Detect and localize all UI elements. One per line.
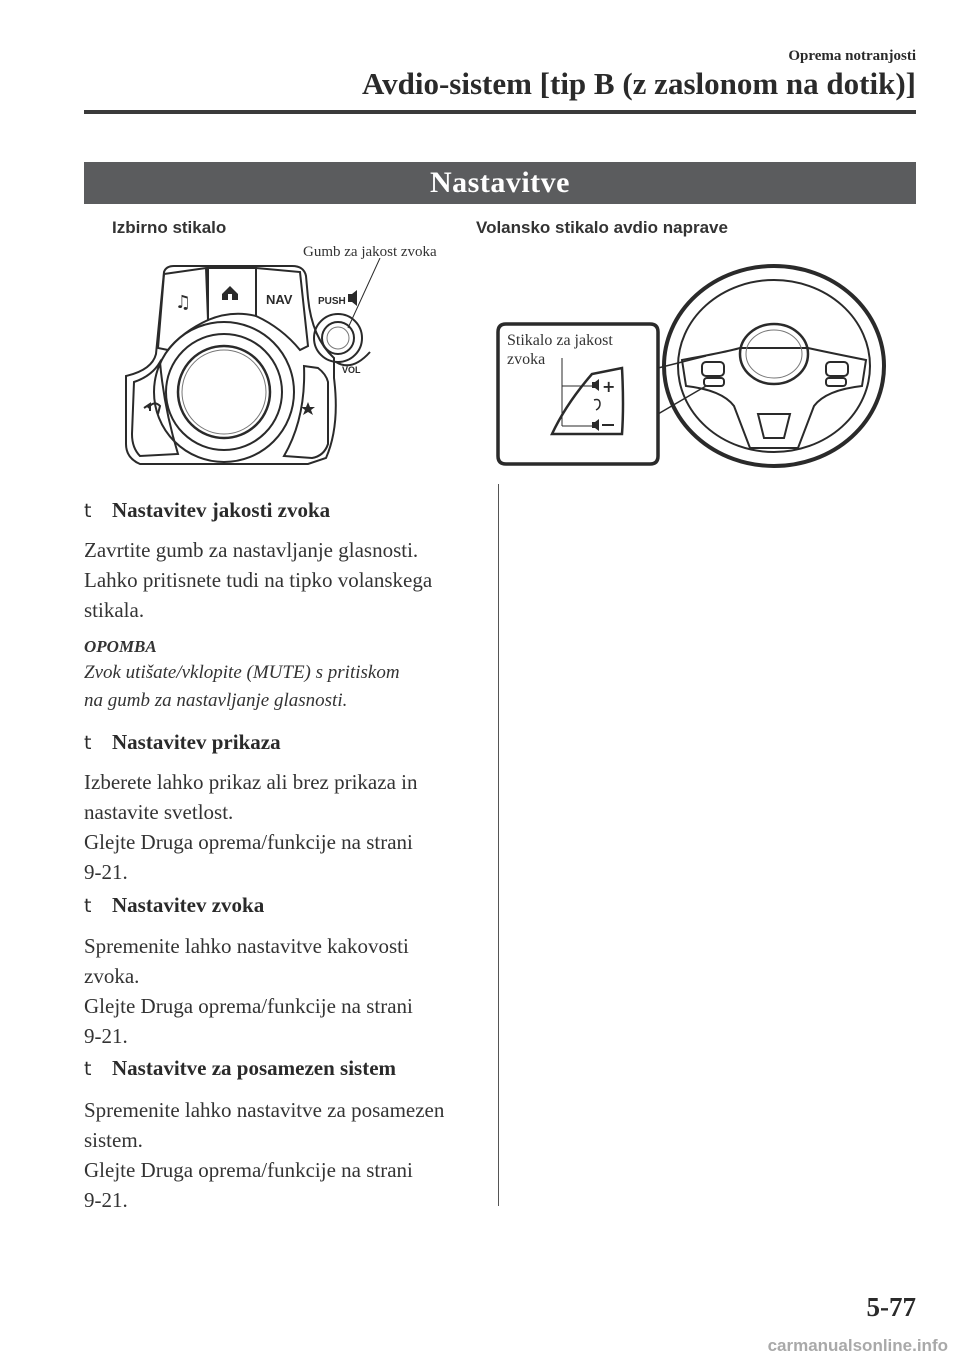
text-line: zvoka. bbox=[84, 964, 140, 988]
volume-switch-label-line1: Stikalo za jakost bbox=[507, 332, 613, 349]
knob-push-label: PUSH bbox=[318, 296, 346, 307]
note-title: OPOMBA bbox=[84, 637, 157, 656]
heading-marker: t bbox=[84, 500, 92, 522]
watermark-text[interactable]: carmanualsonline.info bbox=[767, 1336, 948, 1355]
header-section-name: Oprema notranjosti bbox=[788, 48, 916, 64]
heading-marker: t bbox=[84, 895, 92, 917]
heading-display-adjustment bbox=[84, 730, 281, 755]
text-line: nastavite svetlost. bbox=[84, 800, 234, 824]
volume-plus-icon: + bbox=[602, 377, 616, 396]
paragraph-system-settings bbox=[84, 1095, 484, 1215]
heading-marker: t bbox=[84, 732, 92, 754]
volume-down-speaker-icon bbox=[592, 419, 599, 431]
text-line: 9-21. bbox=[84, 1188, 128, 1212]
text-line: 9-21. bbox=[84, 860, 128, 884]
text-line: Lahko pritisnete tudi na tipko volanskega bbox=[84, 568, 433, 592]
text-line: 9-21. bbox=[84, 1024, 128, 1048]
header-rule bbox=[84, 110, 916, 114]
knob-vol-label: VOL bbox=[342, 365, 361, 375]
section-title-bar: Nastavitve bbox=[84, 162, 916, 204]
heading-text: Nastavitev prikaza bbox=[112, 730, 281, 754]
column-divider bbox=[498, 484, 499, 1206]
volume-minus-icon bbox=[602, 424, 614, 426]
commander-controller-illustration bbox=[112, 258, 482, 474]
nav-button-label: NAV bbox=[266, 292, 293, 307]
paragraph-sound-adjustment bbox=[84, 931, 484, 1051]
note-line: Zvok utišate/vklopite (MUTE) s pritiskom bbox=[84, 662, 400, 683]
volume-switch-label-line2: zvoka bbox=[507, 351, 546, 368]
heading-text: Nastavitev zvoka bbox=[112, 893, 265, 917]
page-header-title: Avdio-sistem [tip B (z zaslonom na dotik)] bbox=[362, 66, 916, 101]
heading-text: Nastavitev jakosti zvoka bbox=[112, 498, 331, 522]
back-arrow-icon bbox=[144, 403, 160, 414]
heading-marker: t bbox=[84, 1058, 92, 1080]
voice-recognition-icon bbox=[594, 400, 600, 411]
text-line: Spremenite lahko nastavitve za posamezen bbox=[84, 1098, 445, 1122]
favorite-star-icon bbox=[301, 402, 315, 415]
paragraph-volume-adjustment bbox=[84, 535, 484, 625]
text-line: Spremenite lahko nastavitve kakovosti bbox=[84, 934, 409, 958]
heading-volume-adjustment bbox=[84, 498, 330, 523]
mute-speaker-icon bbox=[348, 290, 357, 306]
text-line: Glejte Druga oprema/funkcije na strani bbox=[84, 994, 413, 1018]
text-line: Izberete lahko prikaz ali brez prikaza in bbox=[84, 770, 418, 794]
volume-knob-drawing bbox=[314, 258, 380, 365]
text-line: Zavrtite gumb za nastavljanje glasnosti. bbox=[84, 538, 419, 562]
heading-system-settings bbox=[84, 1056, 396, 1081]
music-note-icon: ♫ bbox=[175, 292, 192, 313]
figure-label-selector: Izbirno stikalo bbox=[112, 218, 227, 237]
figure-label-steering-switch: Volansko stikalo avdio naprave bbox=[476, 218, 728, 237]
text-line: Glejte Druga oprema/funkcije na strani bbox=[84, 830, 413, 854]
heading-sound-adjustment bbox=[84, 893, 264, 918]
text-line: stikala. bbox=[84, 598, 145, 622]
page-number: 5-77 bbox=[866, 1292, 916, 1322]
note-line: na gumb za nastavljanje glasnosti. bbox=[84, 690, 348, 711]
text-line: Glejte Druga oprema/funkcije na strani bbox=[84, 1158, 413, 1182]
note-text bbox=[84, 659, 484, 715]
heading-text: Nastavitve za posamezen sistem bbox=[112, 1056, 397, 1080]
volume-up-speaker-icon bbox=[592, 379, 599, 391]
figure-label-volume-knob: Gumb za jakost zvoka bbox=[303, 244, 437, 260]
paragraph-display-adjustment bbox=[84, 767, 484, 887]
text-line: sistem. bbox=[84, 1128, 143, 1152]
steering-wheel-illustration bbox=[496, 256, 888, 470]
